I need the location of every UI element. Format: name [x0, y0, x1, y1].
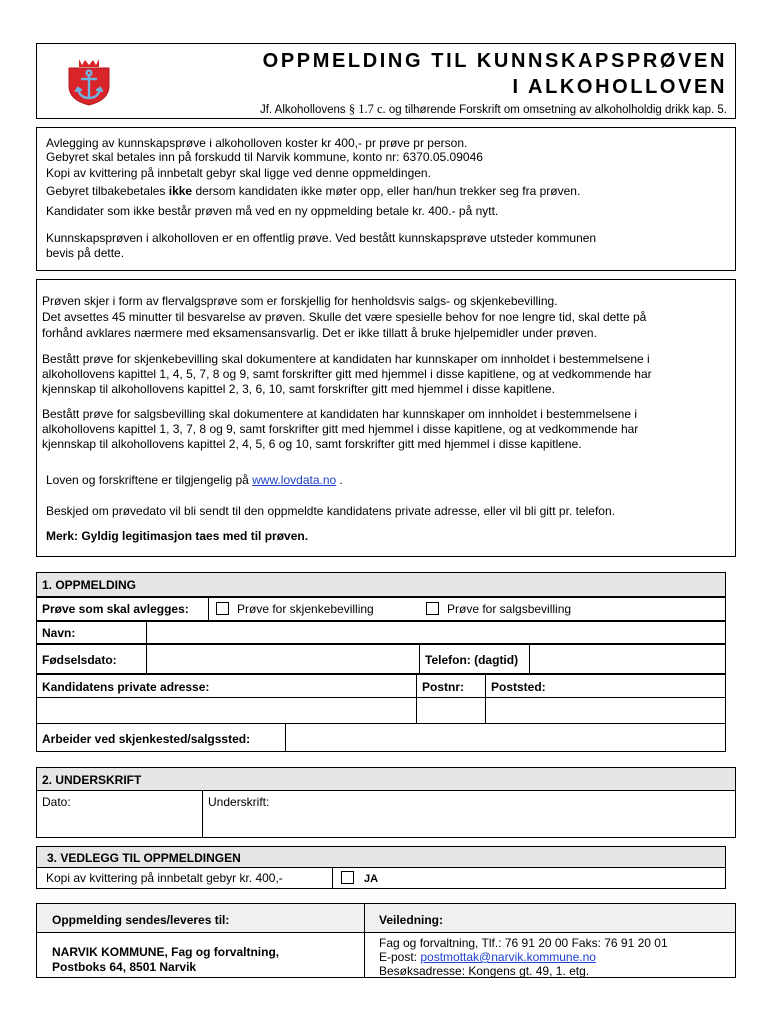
- payment-text: Gebyret skal betales inn på forskudd til Narvik kommune, konto nr: 6370.05.09046: [46, 150, 483, 164]
- guidance-email-link[interactable]: postmottak@narvik.kommune.no: [420, 950, 596, 964]
- skjenke-requirements-text: Bestått prøve for skjenkebevilling skal dokumentere at kandidaten har kunnskaper om innholdet i bestemmelsene i alkohollovens kapittel 1, 4, 5, 7, 8 og 9, samt forskrifter gitt med hjemmel i disse kapitlene, og at vedkommende har kjennskap til alkohollovens kapittel 2, 3, 6, 10, samt forskrifter gitt med hjemmel i disse kapitlene.: [42, 352, 652, 396]
- refund-text-pre: Gebyret tilbakebetales: [46, 184, 169, 198]
- title-line-1: OPPMELDING TIL KUNNSKAPSPRØVEN: [262, 50, 727, 72]
- send-to-address: [36, 932, 365, 978]
- lovdata-text: [46, 473, 343, 488]
- section-2-heading: 2. UNDERSKRIFT: [36, 767, 736, 791]
- address-label: Kandidatens private adresse:: [36, 674, 417, 698]
- guidance-contact: [364, 932, 736, 978]
- exam-information-box: [36, 279, 736, 557]
- legal-reference: [260, 102, 727, 117]
- receipt-text: Kopi av kvittering på innbetalt gebyr skal ligge ved denne oppmeldingen.: [46, 166, 431, 180]
- workplace-label: Arbeider ved skjenkested/salgssted:: [36, 723, 286, 752]
- narvik-coat-of-arms-icon: [65, 56, 113, 106]
- birthdate-field[interactable]: [146, 644, 420, 674]
- exam-type-label: Prøve som skal avlegges:: [36, 597, 209, 621]
- receipt-yes-checkbox[interactable]: [341, 871, 354, 884]
- phone-field[interactable]: [529, 644, 726, 674]
- salg-requirements-text: Bestått prøve for salgsbevilling skal dokumentere at kandidaten har kunnskaper om innholdet i bestemmelsene i alkohollovens kapittel 1, 3, 7, 8 og 9, samt forskrifter gitt med hjemmel i disse kapitlene, og at vedkommende har kjennskap til alkohollovens kapittel 2, 4, 5, 6 og 10, samt forskrifter gitt med hjemmel i disse kapitlene.: [42, 407, 639, 451]
- refund-text-bold: ikke: [168, 184, 193, 198]
- exam-format-text: Prøven skjer i form av flervalgsprøve som er forskjellig for henholdsvis salgs- og skjenkebevilling. Det avsettes 45 minutter til besvarelse av prøven. Skulle det være spesielle behov for noe lengre tid, skal dette på forhånd avklares nærmere med eksamensansvarlig. Det er ikke tillatt å bruke hjelpemidler under prøven.: [42, 294, 647, 340]
- legal-reference-paragraph: § 1.7 c.: [348, 102, 386, 116]
- date-label: Dato:: [42, 795, 71, 809]
- option-salg-label: Prøve for salgsbevilling: [447, 602, 572, 616]
- exam-type-options: [208, 597, 726, 621]
- guidance-email-label: E-post:: [379, 950, 421, 964]
- guidance-heading: Veiledning:: [364, 903, 736, 933]
- legal-reference-post: og tilhørende Forskrift om omsetning av alkoholholdig drikk kap. 5.: [388, 104, 727, 116]
- name-label: Navn:: [36, 621, 147, 644]
- lovdata-text-post: .: [336, 473, 343, 487]
- send-to-line-1: NARVIK KOMMUNE, Fag og forvaltning,: [52, 945, 280, 959]
- poststed-label: Poststed:: [485, 674, 726, 698]
- address-field[interactable]: [36, 697, 417, 724]
- public-exam-text: Kunnskapsprøven i alkoholloven er en offentlig prøve. Ved bestått kunnskapsprøve utsteder kommunen bevis på dette.: [46, 231, 597, 260]
- retake-text: Kandidater som ikke består prøven må ved en ny oppmelding betale kr. 400.- på nytt.: [46, 204, 499, 218]
- refund-text-post: dersom kandidaten ikke møter opp, eller han/hun trekker seg fra prøven.: [192, 184, 581, 198]
- fee-text: Avlegging av kunnskapsprøve i alkoholloven koster kr 400,- pr prøve pr person.: [46, 136, 468, 150]
- skjenke-checkbox[interactable]: [216, 602, 229, 615]
- workplace-field[interactable]: [285, 723, 726, 752]
- notification-text: Beskjed om prøvedato vil bli sendt til den oppmeldte kandidatens private adresse, eller vil bli gitt pr. telefon.: [46, 504, 615, 518]
- guidance-phone: Fag og forvaltning, Tlf.: 76 91 20 00 Faks: 76 91 20 01: [379, 936, 668, 950]
- receipt-attachment-option: [332, 867, 726, 889]
- phone-label: Telefon: (dagtid): [419, 644, 530, 674]
- legal-reference-pre: Jf. Alkohollovens: [259, 104, 346, 116]
- id-notice-text: Merk: Gyldig legitimasjon taes med til prøven.: [46, 529, 309, 543]
- postnr-field[interactable]: [416, 697, 486, 724]
- birthdate-label: Fødselsdato:: [36, 644, 147, 674]
- lovdata-link[interactable]: www.lovdata.no: [252, 473, 337, 487]
- receipt-attachment-label: Kopi av kvittering på innbetalt gebyr kr. 400,-: [36, 867, 333, 889]
- section-3-heading: 3. VEDLEGG TIL OPPMELDINGEN: [36, 846, 726, 868]
- receipt-yes-label: JA: [364, 873, 379, 885]
- postnr-label: Postnr:: [416, 674, 486, 698]
- send-to-heading: Oppmelding sendes/leveres til:: [36, 903, 365, 933]
- lovdata-text-pre: Loven og forskriftene er tilgjengelig på: [46, 473, 253, 487]
- option-salg: [426, 602, 571, 616]
- section-1-heading: 1. OPPMELDING: [36, 572, 726, 597]
- poststed-field[interactable]: [485, 697, 726, 724]
- salg-checkbox[interactable]: [426, 602, 439, 615]
- title-line-2: I ALKOHOLLOVEN: [512, 76, 727, 98]
- refund-text: [46, 184, 580, 199]
- guidance-visit-address: Besøksadresse: Kongens gt. 49, 1. etg.: [379, 964, 590, 978]
- guidance-email-row: [379, 950, 735, 964]
- name-field[interactable]: [146, 621, 726, 644]
- signature-field[interactable]: [202, 790, 736, 838]
- send-to-line-2: Postboks 64, 8501 Narvik: [52, 960, 197, 974]
- option-skjenke: [216, 602, 374, 616]
- signature-label: Underskrift:: [208, 795, 270, 809]
- option-skjenke-label: Prøve for skjenkebevilling: [237, 602, 374, 616]
- document-header: [36, 43, 736, 119]
- fee-information-box: [36, 127, 736, 271]
- date-field[interactable]: [36, 790, 203, 838]
